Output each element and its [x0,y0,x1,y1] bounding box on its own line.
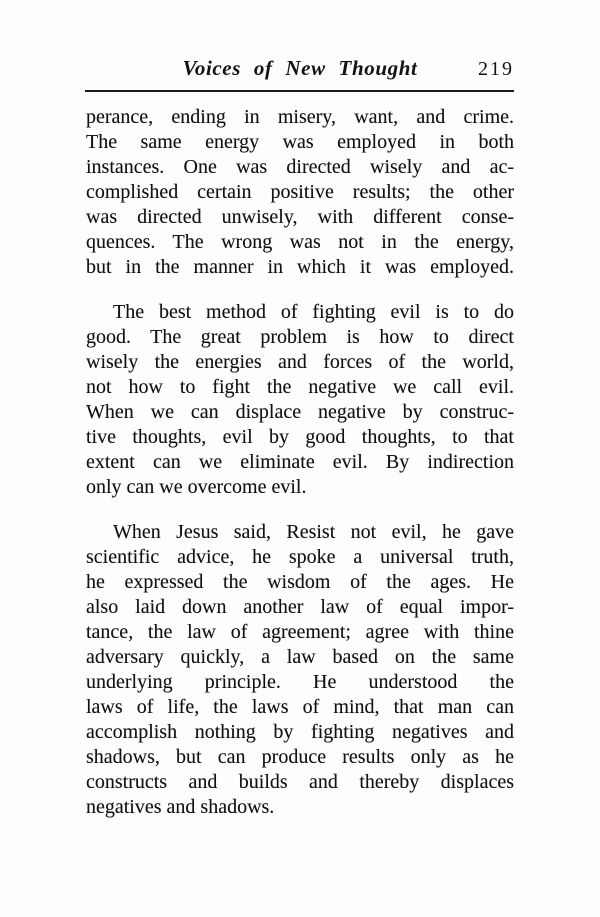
text-line: The same energy was employed in both [86,131,514,153]
text-line: When we can displace negative by construc- [86,401,514,423]
text-line: also laid down another law of equal impor- [86,596,514,618]
running-title: Voices of New Thought [182,56,418,80]
header-rule [85,90,514,92]
text-line: scientific advice, he spoke a universal truth, [86,546,514,568]
text-line: wisely the energies and forces of the world, [86,351,514,373]
text-line: not how to fight the negative we call evil. [86,376,514,398]
text-line: complished certain positive results; the other [86,181,514,203]
text-block [86,105,514,840]
text-line: good. The great problem is how to direct [86,326,514,348]
text-line: instances. One was directed wisely and ac- [86,156,514,178]
text-line: he expressed the wisdom of the ages. He [86,571,514,593]
text-line: quences. The wrong was not in the energy, [86,231,514,253]
text-line: negatives and shadows. [86,796,275,818]
text-line: but in the manner in which it was employed. [86,256,514,278]
page-number: 219 [478,58,514,80]
text-line: adversary quickly, a law based on the same [86,646,514,668]
text-line: tive thoughts, evil by good thoughts, to that [86,426,514,448]
text-line: When Jesus said, Resist not evil, he gave [113,521,514,543]
text-line: perance, ending in misery, want, and crime. [86,106,514,128]
text-line: laws of life, the laws of mind, that man can [86,696,514,718]
text-line: only can we overcome evil. [86,476,307,498]
text-line: constructs and builds and thereby displaces [86,771,514,793]
text-line: accomplish nothing by fighting negatives and [86,721,514,743]
text-line: extent can we eliminate evil. By indirection [86,451,514,473]
text-line: underlying principle. He understood the [86,671,514,693]
text-line: shadows, but can produce results only as he [86,746,514,768]
text-line: was directed unwisely, with different conse- [86,206,514,228]
page-header [86,56,514,86]
text-line: The best method of fighting evil is to do [113,301,514,323]
text-line: tance, the law of agreement; agree with thine [86,621,514,643]
